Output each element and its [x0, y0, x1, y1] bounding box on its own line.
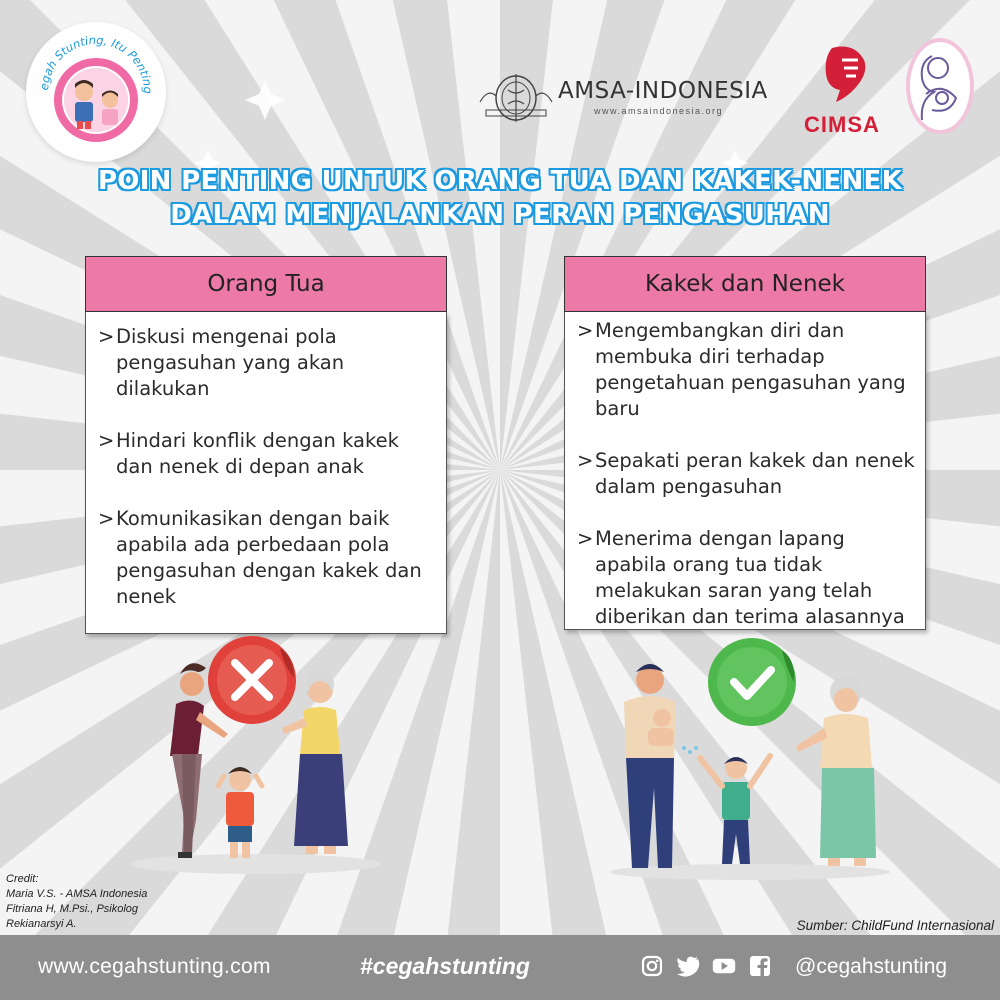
instagram-icon[interactable] [640, 954, 664, 978]
panel-body [564, 312, 926, 630]
point-text: Mengembangkan diri dan membuka diri terhadap pengetahuan pengasuhan yang baru [595, 319, 906, 420]
bullet-mark: > [98, 507, 115, 530]
point-text: Diskusi mengenai pola pengasuhan yang akan dilakukan [116, 325, 345, 400]
footer [0, 935, 1000, 1000]
panel-orang-tua [85, 256, 447, 634]
youtube-icon[interactable] [712, 954, 736, 978]
list-item [98, 506, 436, 610]
amsa-logo [478, 60, 798, 130]
amsa-emblem-icon [478, 60, 554, 130]
credits-line: Fitriana H, M.Psi., Psikolog [6, 903, 139, 915]
list-item [577, 318, 915, 422]
facebook-icon[interactable] [748, 954, 772, 978]
bullet-mark: > [577, 527, 594, 550]
amsa-url: www.amsaindonesia.org [594, 106, 724, 116]
cimsa-logo [798, 40, 898, 140]
bullet-mark: > [98, 325, 115, 348]
point-text: Hindari konflik dengan kakek dan nenek di depan anak [116, 429, 399, 478]
mother-child-logo [904, 36, 976, 136]
list-item [577, 448, 915, 500]
cimsa-emblem-icon [798, 40, 898, 112]
social-icons [640, 954, 772, 978]
website-link[interactable]: www.cegahstunting.com [38, 955, 271, 978]
point-text: Komunikasikan dengan baik apabila ada perbedaan pola pengasuhan dengan kakek dan nenek [116, 507, 422, 608]
panel-header: Orang Tua [85, 256, 447, 312]
cimsa-name: CIMSA [804, 112, 880, 137]
twitter-icon[interactable] [676, 954, 700, 978]
panel-kakek-nenek [564, 256, 926, 630]
credits [6, 872, 147, 932]
credits-line: Maria V.S. - AMSA Indonesia [6, 888, 148, 900]
list-item [577, 526, 915, 630]
arguing-family-illustration [120, 632, 390, 882]
bullet-mark: > [98, 429, 115, 452]
social-handle[interactable]: @cegahstunting [795, 955, 948, 978]
point-text: Menerima dengan lapang apabila orang tua tidak melakukan saran yang telah diberikan dan terima alasannya [595, 527, 905, 628]
campaign-logo-text: egah Stunting, Itu Penting [36, 32, 156, 95]
hashtag: #cegahstunting [360, 953, 530, 979]
page-title-line-1: POIN PENTING UNTUK ORANG TUA DAN KAKEK-NENEK [97, 166, 903, 196]
campaign-logo [26, 22, 166, 162]
bullet-mark: > [577, 449, 594, 472]
bullet-mark: > [577, 319, 594, 342]
cross-icon [208, 636, 296, 724]
check-icon [708, 638, 796, 726]
list-item [98, 324, 436, 402]
point-text: Sepakati peran kakek dan nenek dalam pengasuhan [595, 449, 915, 498]
credits-line: Rekianarsyi A. [6, 918, 77, 930]
panel-body [85, 312, 447, 634]
source-note: Sumber: ChildFund Internasional [796, 918, 994, 933]
amsa-name: AMSA-INDONESIA [558, 78, 768, 104]
list-item [98, 428, 436, 480]
happy-family-illustration [600, 632, 900, 882]
page-title-line-2: DALAM MENJALANKAN PERAN PENGASUHAN [170, 200, 830, 230]
panel-header: Kakek dan Nenek [564, 256, 926, 312]
credits-label: Credit: [6, 873, 39, 885]
